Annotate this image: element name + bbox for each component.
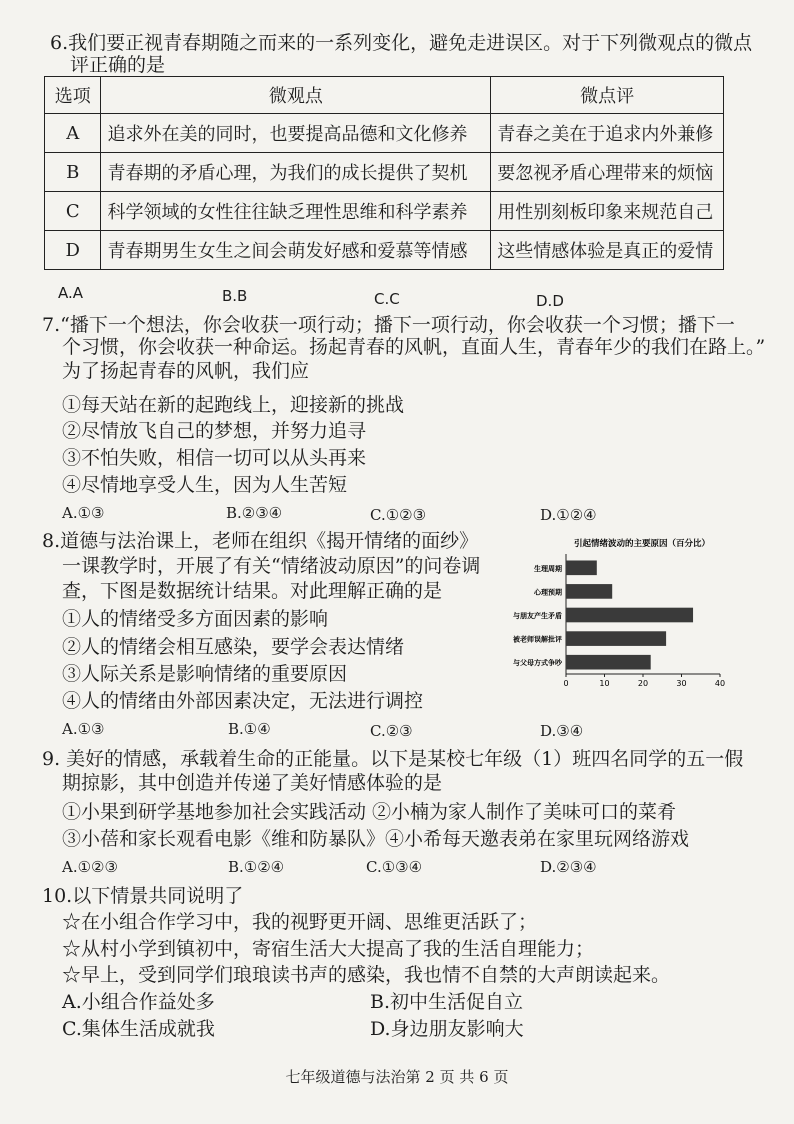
chart-title: 引起情绪波动的主要原因（百分比） <box>573 539 711 549</box>
chart-x-tick-label: 40 <box>714 679 726 688</box>
q8-item-4: ④人的情绪由外部因素决定，无法进行调控 <box>62 690 424 712</box>
q6-header-viewpoint: 微观点 <box>101 77 491 114</box>
q9-item-line2: ③小蓓和家长观看电影《维和防暴队》④小希每天邀表弟在家里玩网络游戏 <box>62 828 690 850</box>
q10-item-3: ☆早上，受到同学们琅琅读书声的感染，我也情不自禁的大声朗读起来。 <box>62 964 671 986</box>
q9-stem-line2: 期掠影，其中创造并传递了美好情感体验的是 <box>62 772 443 794</box>
page-footer: 七年级道德与法治第 2 页 共 6 页 <box>285 1068 509 1086</box>
q6-row-b-comment: 要忽视矛盾心理带来的烦恼 <box>491 153 724 192</box>
chart-bar <box>566 584 612 599</box>
chart-bar <box>566 560 597 575</box>
q8-stem-line1: 8.道德与法治课上，老师在组织《揭开情绪的面纱》 <box>42 530 479 552</box>
q8-stem-line2: 一课教学时，开展了有关“情绪波动原因”的问卷调 <box>62 555 481 577</box>
chart-bar <box>566 608 693 623</box>
q6-row-b-option: B <box>45 153 101 192</box>
q10-option-a[interactable]: A.小组合作益处多 <box>62 991 215 1013</box>
q6-stem-line1: 6.我们要正视青春期随之而来的一系列变化，避免走进误区。对于下列微观点的微点 <box>50 32 753 54</box>
chart-category-label: 心理预期 <box>534 588 562 597</box>
q10-item-1: ☆在小组合作学习中，我的视野更开阔、思维更活跃了； <box>62 911 538 933</box>
q9-option-a[interactable]: A.①②③ <box>62 858 118 876</box>
chart-x-tick-label: 10 <box>599 679 610 688</box>
q7-item-3: ③不怕失败，相信一切可以从头再来 <box>62 447 367 469</box>
table-row <box>45 153 724 192</box>
chart-category-label: 被老师误解批评 <box>513 635 562 644</box>
q8-option-d[interactable]: D.③④ <box>540 722 584 740</box>
q7-stem-line1: 7.“播下一个想法，你会收获一项行动；播下一项行动，你会收获一个习惯；播下一 <box>42 314 735 336</box>
q8-item-1: ①人的情绪受多方面因素的影响 <box>62 608 329 630</box>
chart-x-tick-label: 30 <box>676 679 687 688</box>
q6-row-b-viewpoint: 青春期的矛盾心理，为我们的成长提供了契机 <box>101 153 491 192</box>
q6-header-comment: 微点评 <box>491 77 724 114</box>
chart-x-tick-label: 20 <box>637 679 649 688</box>
q6-row-a-option: A <box>45 114 101 153</box>
emotion-cause-bar-chart <box>470 534 740 690</box>
q7-option-a[interactable]: A.①③ <box>62 504 105 522</box>
q9-option-b[interactable]: B.①②④ <box>228 858 285 876</box>
q8-option-a[interactable]: A.①③ <box>62 720 105 738</box>
q6-option-a[interactable]: A.A <box>58 284 84 302</box>
q8-item-3: ③人际关系是影响情绪的重要原因 <box>62 663 348 685</box>
q9-option-d[interactable]: D.②③④ <box>540 858 597 876</box>
q7-stem-line3: 为了扬起青春的风帆，我们应 <box>62 360 310 382</box>
q6-row-a-comment: 青春之美在于追求内外兼修 <box>491 114 724 153</box>
q7-option-c[interactable]: C.①②③ <box>370 506 427 524</box>
q9-stem-line1: 9. 美好的情感，承载着生命的正能量。以下是某校七年级（1）班四名同学的五一假 <box>42 748 744 770</box>
q7-item-1: ①每天站在新的起跑线上，迎接新的挑战 <box>62 394 405 416</box>
table-row <box>45 114 724 153</box>
chart-x-tick-label: 0 <box>563 679 569 688</box>
q10-stem: 10.以下情景共同说明了 <box>42 885 244 907</box>
q9-item-line1: ①小果到研学基地参加社会实践活动 ②小楠为家人制作了美味可口的菜肴 <box>62 801 677 823</box>
chart-bar <box>566 631 666 646</box>
q8-option-c[interactable]: C.②③ <box>370 722 413 740</box>
q6-row-c-comment: 用性别刻板印象来规范自己 <box>491 192 724 231</box>
q7-option-d[interactable]: D.①②④ <box>540 506 597 524</box>
q6-row-d-viewpoint: 青春期男生女生之间会萌发好感和爱慕等情感 <box>101 231 491 270</box>
chart-bar <box>566 655 651 670</box>
q6-table-header <box>45 77 724 114</box>
q7-item-4: ④尽情地享受人生，因为人生苦短 <box>62 474 348 496</box>
q6-option-d[interactable]: D.D <box>536 292 564 310</box>
q8-option-b[interactable]: B.①④ <box>228 720 271 738</box>
q6-row-c-viewpoint: 科学领域的女性往往缺乏理性思维和科学素养 <box>101 192 491 231</box>
chart-category-label: 生理周期 <box>534 564 562 573</box>
q6-row-d-option: D <box>45 231 101 270</box>
q6-option-b[interactable]: B.B <box>222 287 248 305</box>
q6-row-a-viewpoint: 追求外在美的同时，也要提高品德和文化修养 <box>101 114 491 153</box>
q7-option-b[interactable]: B.②③④ <box>226 504 283 522</box>
table-row <box>45 192 724 231</box>
chart-category-label: 与朋友产生矛盾 <box>513 612 562 620</box>
q7-stem-line2: 个习惯，你会收获一种命运。扬起青春的风帆，直面人生，青春年少的我们在路上。” <box>62 336 766 358</box>
q10-option-c[interactable]: C.集体生活成就我 <box>62 1018 215 1040</box>
q9-option-c[interactable]: C.①③④ <box>366 858 423 876</box>
q7-item-2: ②尽情放飞自己的梦想，并努力追寻 <box>62 420 367 442</box>
q6-stem-line2: 评正确的是 <box>70 54 166 76</box>
q6-row-c-option: C <box>45 192 101 231</box>
q10-option-d[interactable]: D.身边朋友影响大 <box>370 1018 524 1040</box>
q8-stem-line3: 查，下图是数据统计结果。对此理解正确的是 <box>62 580 443 602</box>
q10-option-b[interactable]: B.初中生活促自立 <box>370 991 524 1013</box>
q6-row-d-comment: 这些情感体验是真正的爱情 <box>491 231 724 270</box>
q6-header-option: 选项 <box>45 77 101 114</box>
q6-option-c[interactable]: C.C <box>374 290 400 308</box>
q10-item-2: ☆从村小学到镇初中，寄宿生活大大提高了我的生活自理能力； <box>62 938 595 960</box>
q6-table <box>44 76 724 270</box>
q8-item-2: ②人的情绪会相互感染，要学会表达情绪 <box>62 636 405 658</box>
table-row <box>45 231 724 270</box>
chart-category-label: 与父母方式争吵 <box>513 659 562 668</box>
